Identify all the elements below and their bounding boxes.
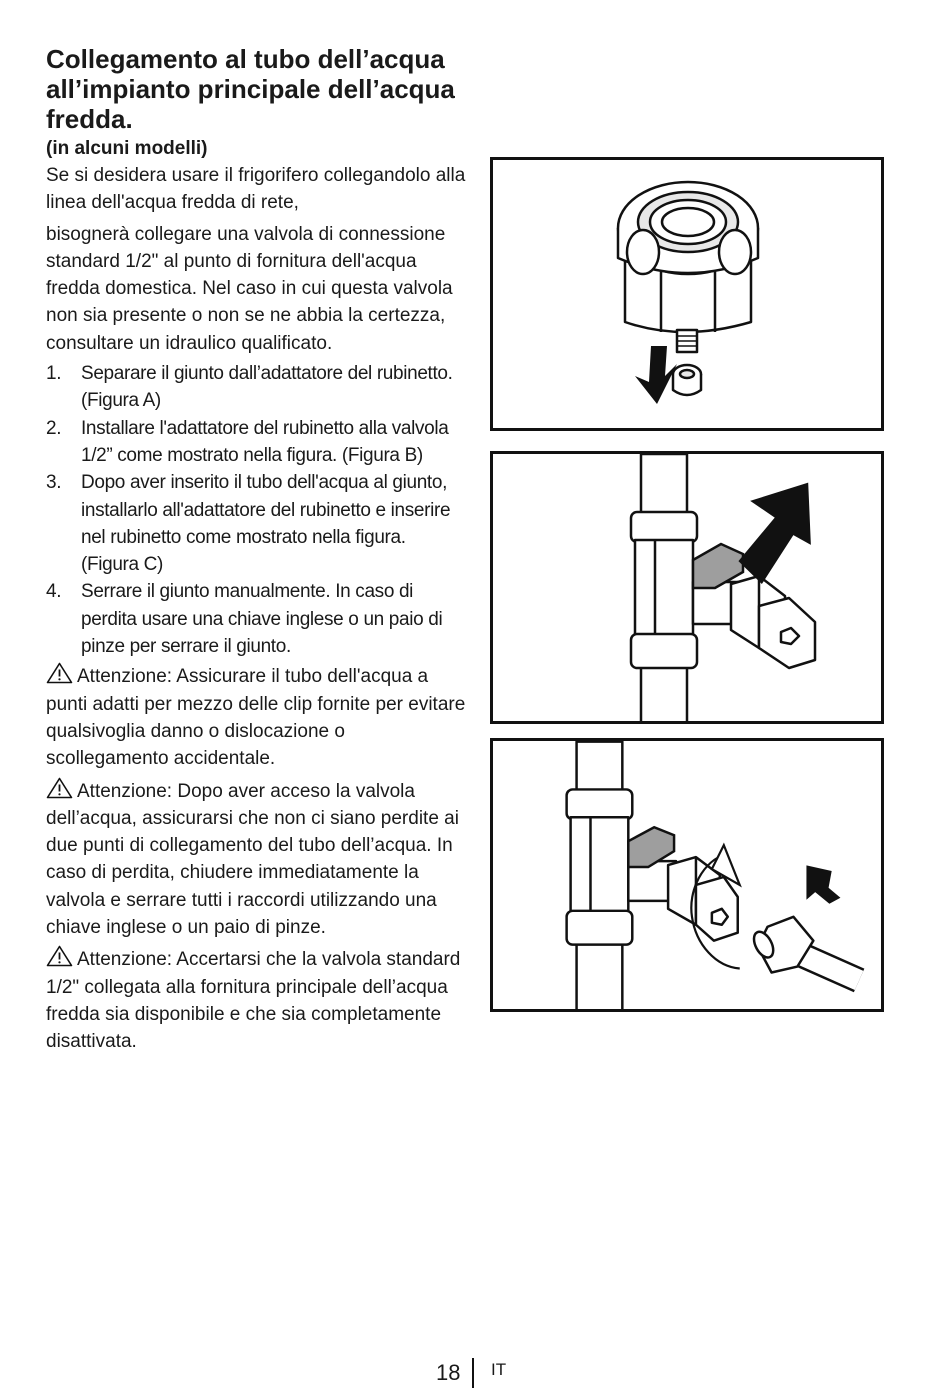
warning-text: Attenzione: Dopo aver acceso la valvola dell’acqua, assicurarsi che non ci siano perdite ai due punti di collegamento del tubo dell’acqua. In caso di perdita, chiudere immediatamente la valvola e serrare tutti i raccordi utilizzando una chiave inglese o un paio di pinze. (46, 780, 459, 939)
valve-installation-illustration (493, 454, 881, 721)
step-text: Serrare il giunto manualmente. In caso di perdita usare una chiave inglese o un paio di pinze per serrare il giunto. (81, 581, 443, 658)
step-text: Separare il giunto dall’adattatore del rubinetto. (Figura A) (81, 363, 453, 412)
list-item (46, 415, 466, 470)
step-number: 3. (46, 472, 62, 494)
faucet-adapter-illustration (493, 160, 881, 428)
figure-a (490, 157, 884, 431)
warning-text: Attenzione: Assicurare il tubo dell'acqua a punti adatti per mezzo delle clip fornite per evitare qualsivoglia danno o dislocazione o scollegamento accidentale. (46, 666, 466, 770)
tube-insertion-illustration (493, 741, 881, 1009)
list-item (46, 360, 466, 415)
instructions-column (46, 44, 466, 1056)
step-text: Installare l'adattatore del rubinetto alla valvola 1/2” come mostrato nella figura. (Figura B) (81, 417, 449, 466)
subtitle: (in alcuni modelli) (46, 138, 208, 159)
step-number: 2. (46, 417, 62, 439)
intro-paragraph-1: Se si desidera usare il frigorifero collegandolo alla linea dell'acqua fredda di rete, (46, 165, 466, 214)
warning-text: Attenzione: Accertarsi che la valvola standard 1/2" collegata alla fornitura principale dell’acqua fredda sia disponibile e che sia completamente disattivata. (46, 949, 461, 1053)
page-title: Collegamento al tubo dell’acqua all’impianto principale dell’acqua fredda. (46, 44, 455, 134)
step-number: 4. (46, 581, 62, 603)
list-item (46, 469, 466, 578)
warning-3 (46, 945, 466, 1055)
step-number: 1. (46, 363, 62, 385)
footer-divider (472, 1358, 474, 1388)
language-code: IT (491, 1360, 507, 1379)
steps-list (46, 360, 466, 660)
intro-paragraph-2: bisognerà collegare una valvola di connessione standard 1/2" al punto di fornitura dell'acqua fredda domestica. Nel caso in cui questa valvola non sia presente o non se ne abbia la certezza, consultare un idraulico qualificato. (46, 223, 453, 354)
list-item (46, 578, 466, 660)
warning-2 (46, 777, 466, 942)
page-footer (0, 1354, 950, 1394)
warning-triangle-icon (46, 945, 73, 967)
figure-c (490, 738, 884, 1012)
warning-triangle-icon (46, 777, 73, 799)
warning-1 (46, 662, 466, 772)
warning-triangle-icon (46, 662, 73, 684)
figure-b (490, 451, 884, 724)
page-number: 18 (436, 1360, 461, 1385)
step-text: Dopo aver inserito il tubo dell'acqua al giunto, installarlo all'adattatore del rubinetto e inserire nel rubinetto come mostrato nella figura. (Figura C) (81, 472, 451, 576)
